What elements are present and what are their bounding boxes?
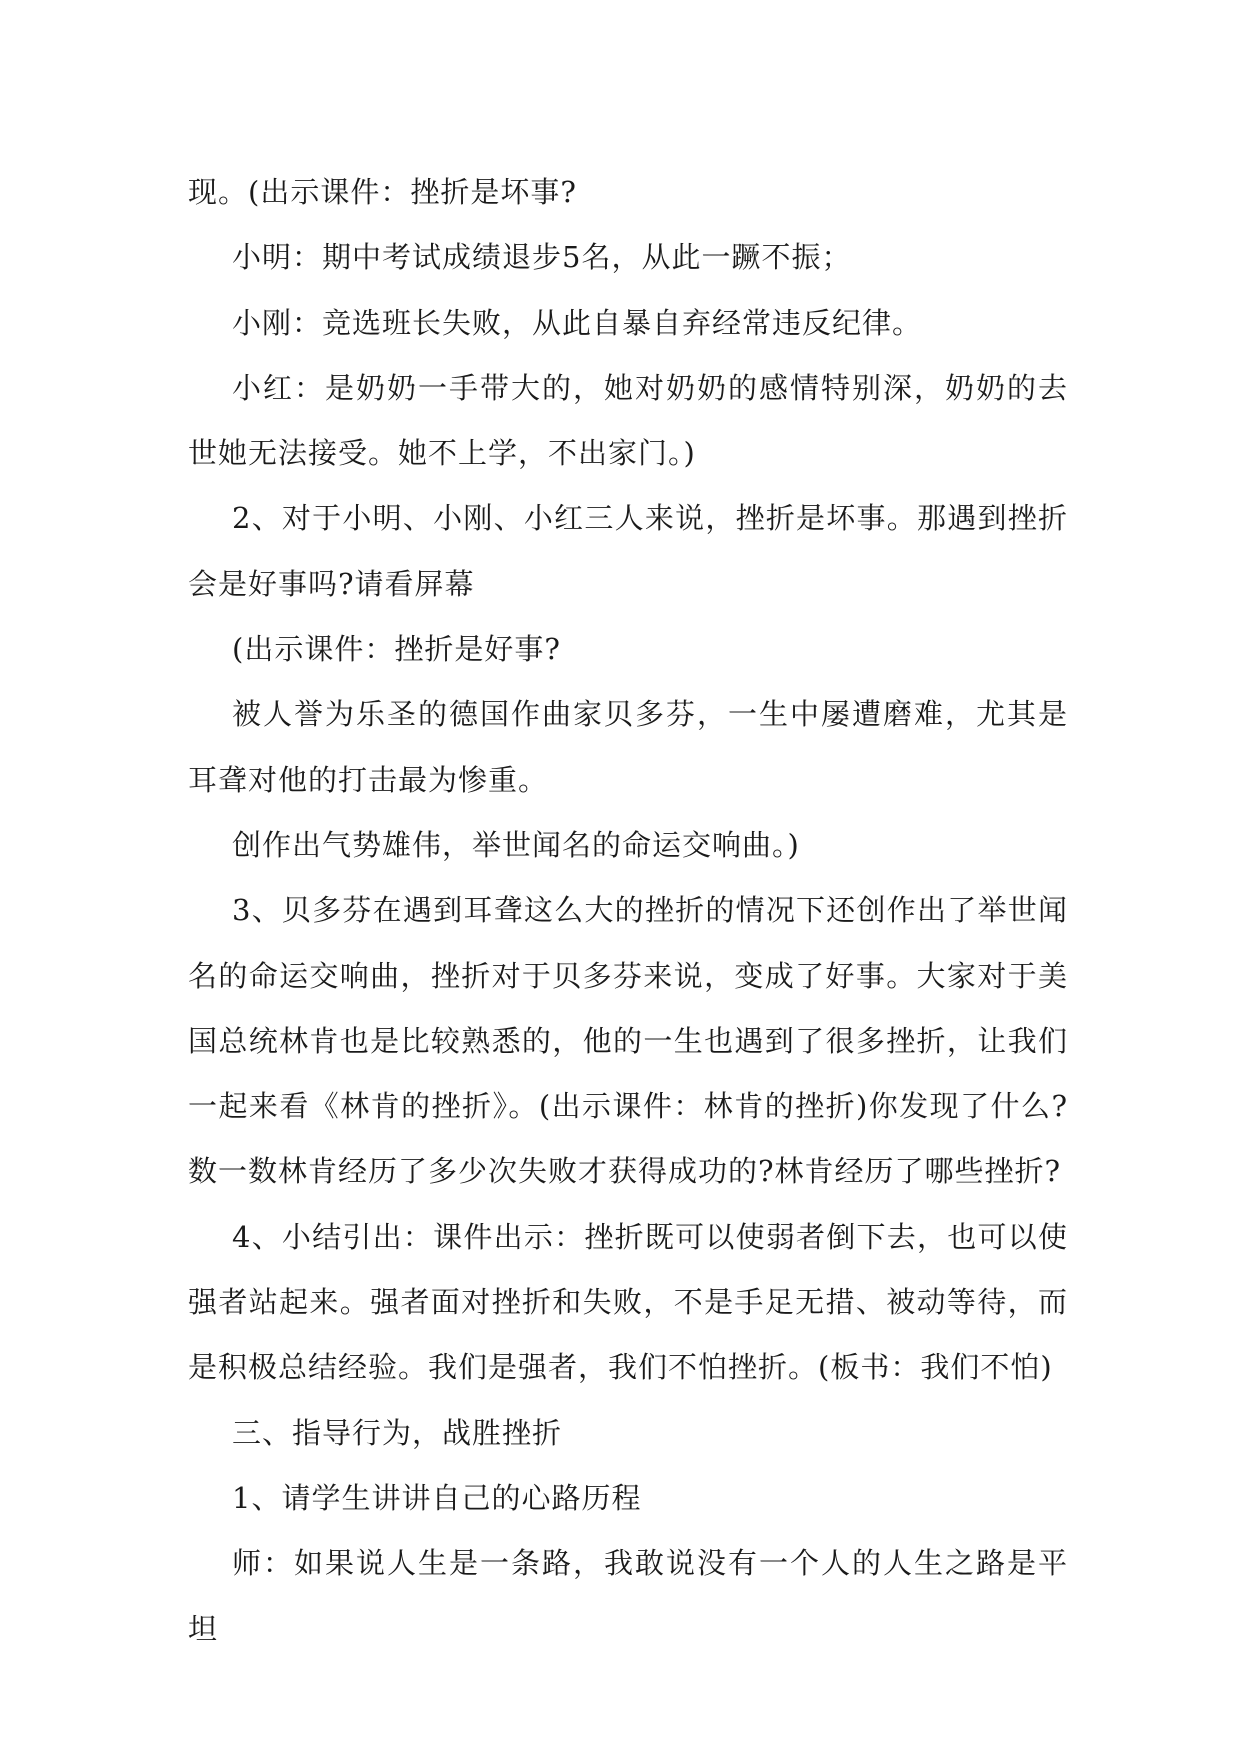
- section-heading: 三、指导行为，战胜挫折: [232, 1415, 563, 1450]
- paragraph: 4、小结引出：课件出示：挫折既可以使弱者倒下去，也可以使强者站起来。强者面对挫折和失败，不是手足无措、被动等待，而是积极总结经验。我们是强者，我们不怕挫折。(板书：我们不怕): [188, 1219, 1068, 1385]
- paragraph: 被人誉为乐圣的德国作曲家贝多芬，一生中屡遭磨难，尤其是耳聋对他的打击最为惨重。: [188, 697, 1068, 797]
- document-body: [188, 160, 1068, 1662]
- paragraph: 小红：是奶奶一手带大的，她对奶奶的感情特别深，奶奶的去世她无法接受。她不上学，不出家门。): [188, 370, 1068, 471]
- paragraph: 师：如果说人生是一条路，我敢说没有一个人的人生之路是平坦: [188, 1546, 1068, 1646]
- paragraph: 创作出气势雄伟，举世闻名的命运交响曲。): [232, 827, 800, 862]
- paragraph: 小明：期中考试成绩退步5名，从此一蹶不振；: [232, 240, 852, 275]
- paragraph: 3、贝多芬在遇到耳聋这么大的挫折的情况下还创作出了举世闻名的命运交响曲，挫折对于贝多芬来说，变成了好事。大家对于美国总统林肯也是比较熟悉的，他的一生也遇到了很多挫折，让我们一起来看《林肯的挫折》。(出示课件：林肯的挫折)你发现了什么?数一数林肯经历了多少次失败才获得成功的?林肯经历了哪些挫折?: [188, 893, 1068, 1189]
- paragraph: (出示课件：挫折是好事?: [232, 632, 561, 667]
- paragraph: 2、对于小明、小刚、小红三人来说，挫折是坏事。那遇到挫折会是好事吗?请看屏幕: [188, 501, 1068, 601]
- paragraph: 现。(出示课件：挫折是坏事?: [188, 175, 577, 209]
- paragraph: 小刚：竞选班长失败，从此自暴自弃经常违反纪律。: [232, 305, 923, 340]
- paragraph: 1、请学生讲讲自己的心路历程: [232, 1480, 642, 1515]
